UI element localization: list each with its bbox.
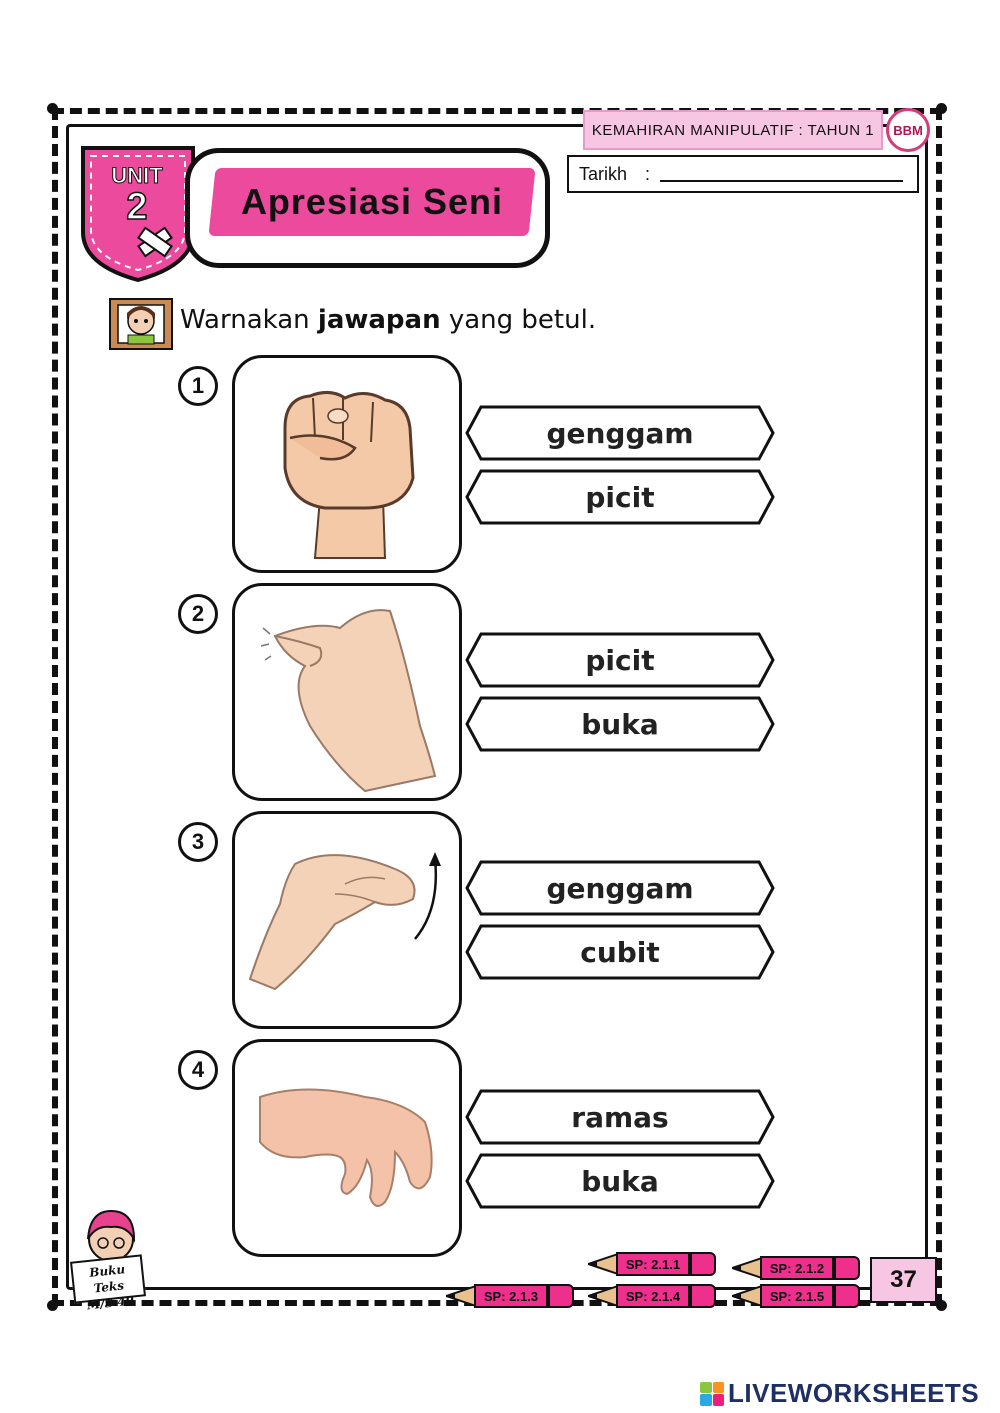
answer-option[interactable]: picit (465, 631, 775, 689)
textbook-reference: Buku Teks M/S 49 (70, 1254, 146, 1303)
corner-dot (47, 1300, 58, 1311)
corner-dot (936, 1300, 947, 1311)
unit-label: UNIT (111, 163, 163, 188)
answer-option[interactable]: genggam (465, 404, 775, 462)
question-image-card (232, 355, 462, 573)
answer-option[interactable]: buka (465, 1152, 775, 1210)
question-number: 2 (178, 594, 218, 634)
answer-option[interactable]: ramas (465, 1088, 775, 1146)
fist-hand-icon (235, 358, 462, 573)
corner-dot (47, 103, 58, 114)
unit-number: 2 (126, 186, 148, 228)
question-image-card (232, 1039, 462, 1257)
skill-badge: KEMAHIRAN MANIPULATIF : TAHUN 1 (583, 110, 883, 150)
instruction-text: Warnakan jawapan yang betul. (180, 305, 597, 335)
question-number: 3 (178, 822, 218, 862)
answer-option[interactable]: picit (465, 468, 775, 526)
liveworksheets-watermark[interactable]: LIVEWORKSHEETS (700, 1378, 979, 1409)
question-image-card (232, 583, 462, 801)
answer-option[interactable]: genggam (465, 859, 775, 917)
question-number: 4 (178, 1050, 218, 1090)
pinch-hand-icon (235, 586, 462, 801)
liveworksheets-logo-icon (700, 1382, 724, 1406)
question-number: 1 (178, 366, 218, 406)
bbm-logo: BBM (886, 108, 930, 152)
corner-dot (936, 103, 947, 114)
date-line (660, 180, 903, 182)
sp-pencil: SP: 2.1.4 (588, 1284, 718, 1308)
answer-option[interactable]: buka (465, 695, 775, 753)
sp-pencil: SP: 2.1.3 (446, 1284, 576, 1308)
sp-pencil: SP: 2.1.5 (732, 1284, 862, 1308)
page-title: Apresiasi Seni (240, 181, 504, 222)
date-colon: : (645, 163, 651, 184)
date-label: Tarikh (579, 163, 628, 184)
sp-pencil: SP: 2.1.1 (588, 1252, 718, 1276)
squeeze-hand-icon (235, 1042, 462, 1257)
girl-at-window-icon (108, 293, 174, 351)
page-number: 37 (870, 1257, 937, 1303)
question-image-card (232, 811, 462, 1029)
date-field[interactable] (567, 155, 919, 193)
sp-pencil: SP: 2.1.2 (732, 1256, 862, 1280)
nip-hand-icon (235, 814, 462, 1029)
answer-option[interactable]: cubit (465, 923, 775, 981)
